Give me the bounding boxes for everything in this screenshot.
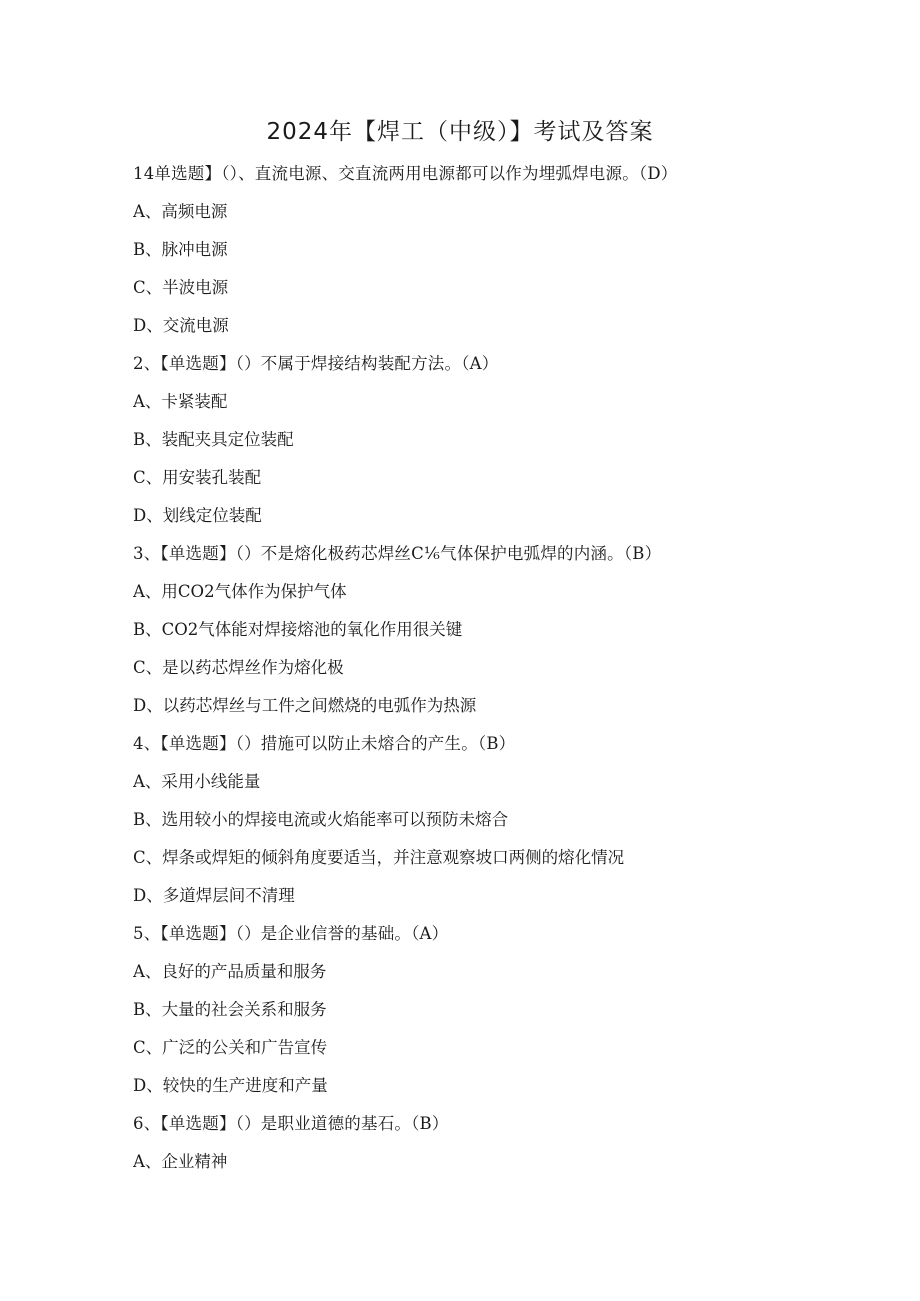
option-line: A、良好的产品质量和服务	[133, 962, 327, 981]
question-line: 5、【单选题】（）是企业信誉的基础。（A）	[133, 924, 449, 943]
option-line: A、高频电源	[133, 202, 228, 221]
option-line: C、广泛的公关和广告宣传	[133, 1038, 328, 1057]
option-line: B、选用较小的焊接电流或火焰能率可以预防未熔合	[133, 810, 509, 829]
option-line: C、焊条或焊矩的倾斜角度要适当，并注意观察坡口两侧的熔化情况	[133, 848, 625, 867]
option-line: C、是以药芯焊丝作为熔化极	[133, 658, 344, 677]
option-line: A、采用小线能量	[133, 772, 261, 791]
option-line: B、CO2气体能对焊接熔池的氧化作用很关键	[133, 620, 463, 639]
option-line: B、脉冲电源	[133, 240, 228, 259]
option-line: D、交流电源	[133, 316, 229, 335]
question-line: 14单选题】（）、直流电源、交直流两用电源都可以作为埋弧焊电源。（D）	[133, 164, 678, 183]
question-line: 2、【单选题】（）不属于焊接结构装配方法。（A）	[133, 354, 499, 373]
question-line: 3、【单选题】（）不是熔化极药芯焊丝C⅙气体保护电弧焊的内涵。（B）	[133, 544, 662, 563]
option-line: C、半波电源	[133, 278, 229, 297]
question-list	[133, 160, 853, 1186]
option-line: A、企业精神	[133, 1152, 228, 1171]
document-title: 2024年【焊工（中级）】考试及答案	[266, 119, 654, 145]
question-line: 6、【单选题】（）是职业道德的基石。（B）	[133, 1114, 449, 1133]
option-line: B、大量的社会关系和服务	[133, 1000, 327, 1019]
question-line: 4、【单选题】（）措施可以防止未熔合的产生。（B）	[133, 734, 516, 753]
option-line: D、划线定位装配	[133, 506, 262, 525]
option-line: D、以药芯焊丝与工件之间燃烧的电弧作为热源	[133, 696, 477, 715]
option-line: D、多道焊层间不清理	[133, 886, 295, 905]
option-line: C、用安装孔装配	[133, 468, 262, 487]
option-line: B、装配夹具定位装配	[133, 430, 294, 449]
option-line: D、较快的生产进度和产量	[133, 1076, 328, 1095]
option-line: A、用CO2气体作为保护气体	[133, 582, 347, 601]
option-line: A、卡紧装配	[133, 392, 228, 411]
